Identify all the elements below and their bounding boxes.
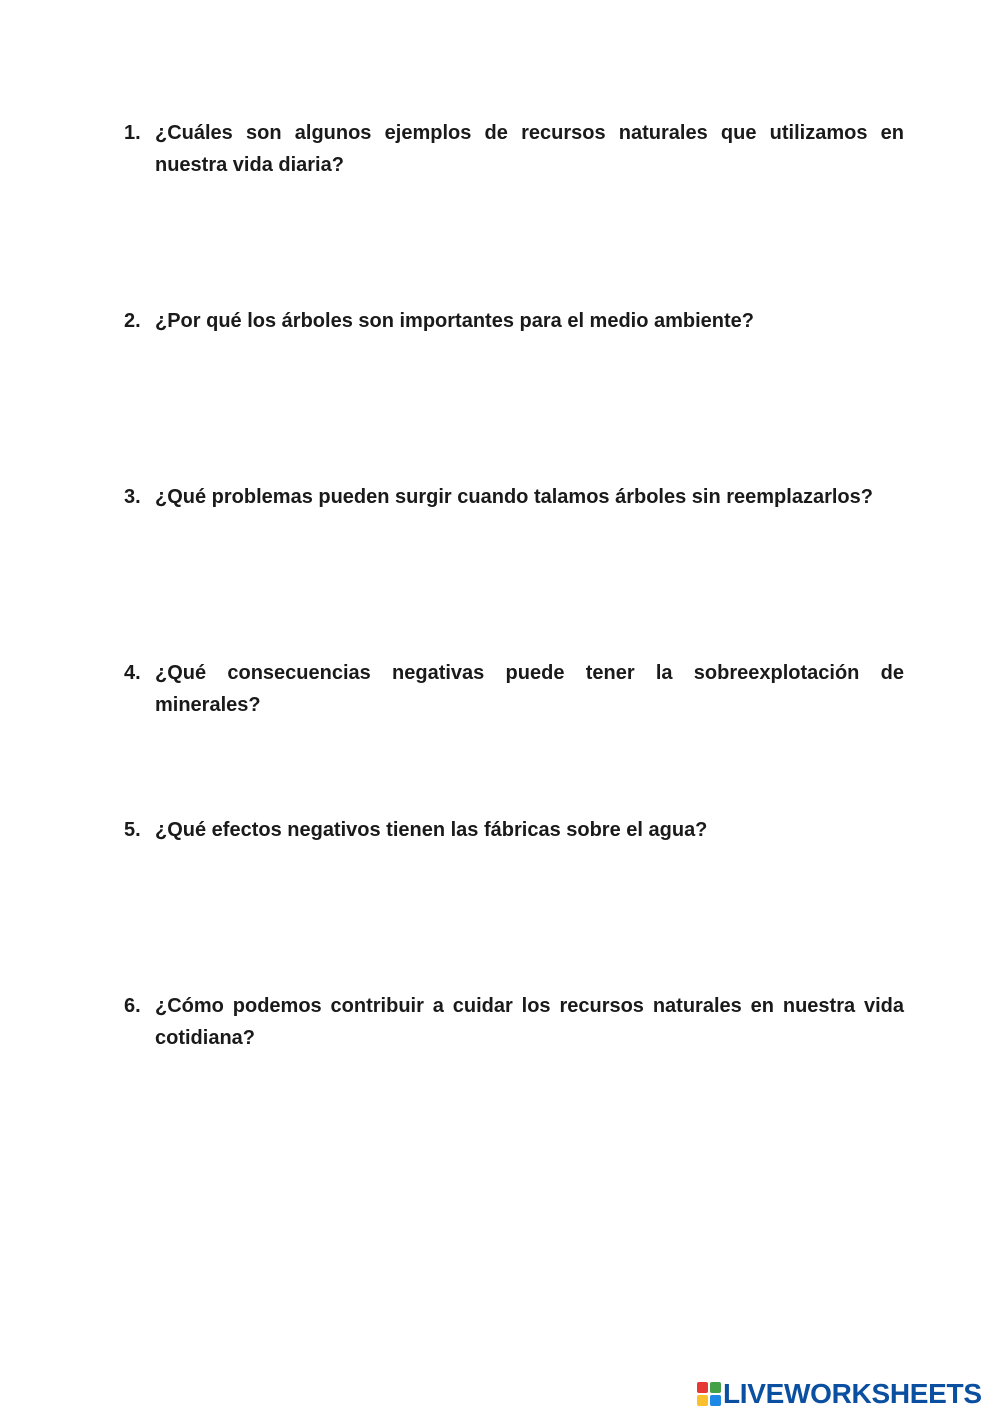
question-5 (124, 814, 904, 846)
logo-square-red (697, 1382, 708, 1393)
question-4 (124, 657, 904, 721)
question-text: ¿Cómo podemos contribuir a cuidar los recursos naturales en nuestra vida cotidiana? (155, 995, 904, 1049)
question-text: ¿Qué consecuencias negativas puede tener la sobreexplotación de minerales? (155, 662, 904, 716)
question-3 (124, 481, 904, 513)
logo-square-blue (710, 1395, 721, 1406)
question-text: ¿Qué efectos negativos tienen las fábricas sobre el agua? (155, 819, 708, 841)
liveworksheets-watermark (697, 1377, 982, 1411)
question-number: 5. (124, 819, 141, 841)
logo-square-yellow (697, 1395, 708, 1406)
watermark-text: LIVEWORKSHEETS (723, 1378, 982, 1409)
question-6 (124, 990, 904, 1054)
question-1 (124, 117, 904, 181)
question-number: 3. (124, 486, 141, 508)
question-text: ¿Por qué los árboles son importantes para el medio ambiente? (155, 310, 755, 332)
question-number: 6. (124, 995, 141, 1017)
question-2 (124, 305, 904, 337)
question-text: ¿Qué problemas pueden surgir cuando talamos árboles sin reemplazarlos? (155, 486, 873, 508)
question-number: 2. (124, 310, 141, 332)
question-text: ¿Cuáles son algunos ejemplos de recursos naturales que utilizamos en nuestra vida diaria? (155, 122, 904, 176)
logo-square-green (710, 1382, 721, 1393)
question-number: 1. (124, 122, 141, 144)
question-number: 4. (124, 662, 141, 684)
liveworksheets-logo-icon (697, 1382, 721, 1406)
